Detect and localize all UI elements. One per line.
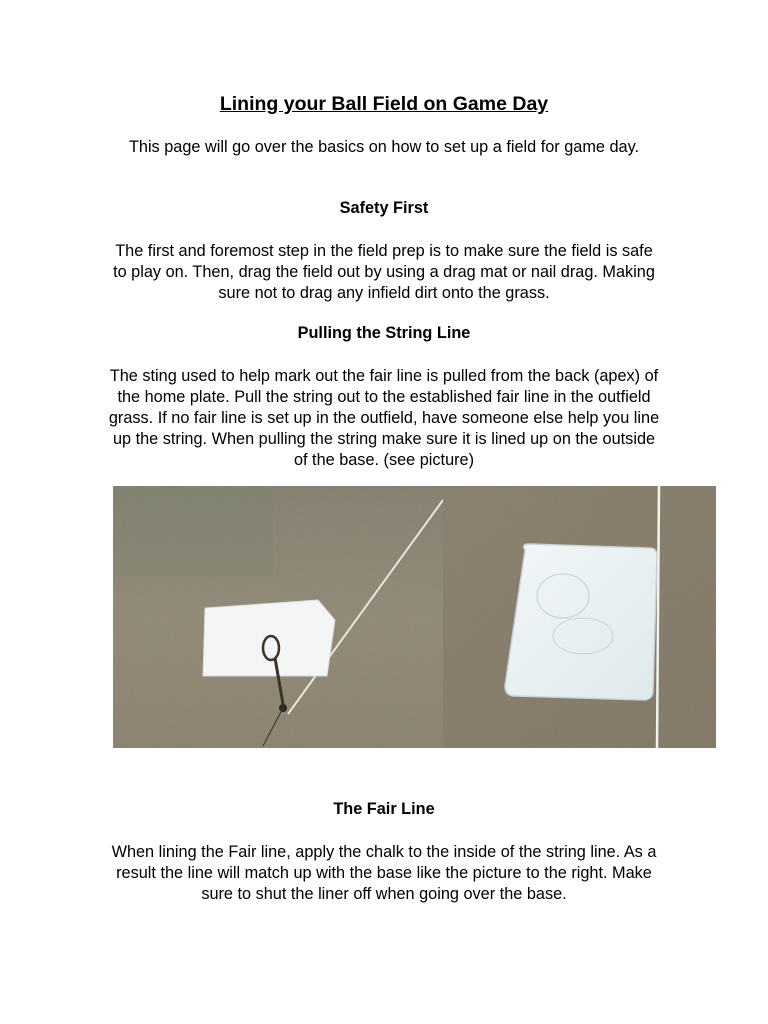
field-photos (113, 486, 716, 748)
page-title: Lining your Ball Field on Game Day (219, 93, 549, 115)
base-photo (443, 486, 716, 748)
intro-paragraph: This page will go over the basics on how to set up a field for game day. (128, 138, 640, 156)
section-body-string-line: The sting used to help mark out the fair line is pulled from the back (apex) of the home plate. Pull the string out to the established fair line in the outfield grass. If no fair line is set up in the outfield, have someone else help you line up the string. When pulling the string make sure it is lined up on the outside of the base. (see picture) (108, 367, 660, 469)
section-heading-fair-line: The Fair Line (333, 800, 435, 818)
section-heading-string-line: Pulling the String Line (297, 324, 471, 342)
section-body-fair-line: When lining the Fair line, apply the chalk to the inside of the string line. As a result the line will match up with the base like the picture to the right. Make sure to shut the liner off when going over the base. (111, 843, 657, 903)
home-plate-photo (113, 486, 443, 748)
section-heading-safety: Safety First (339, 199, 429, 217)
section-body-safety: The first and foremost step in the field prep is to make sure the field is safe to play on. Then, drag the field out by using a drag mat or nail drag. Making sure not to drag any infield dirt onto the grass. (113, 242, 655, 302)
